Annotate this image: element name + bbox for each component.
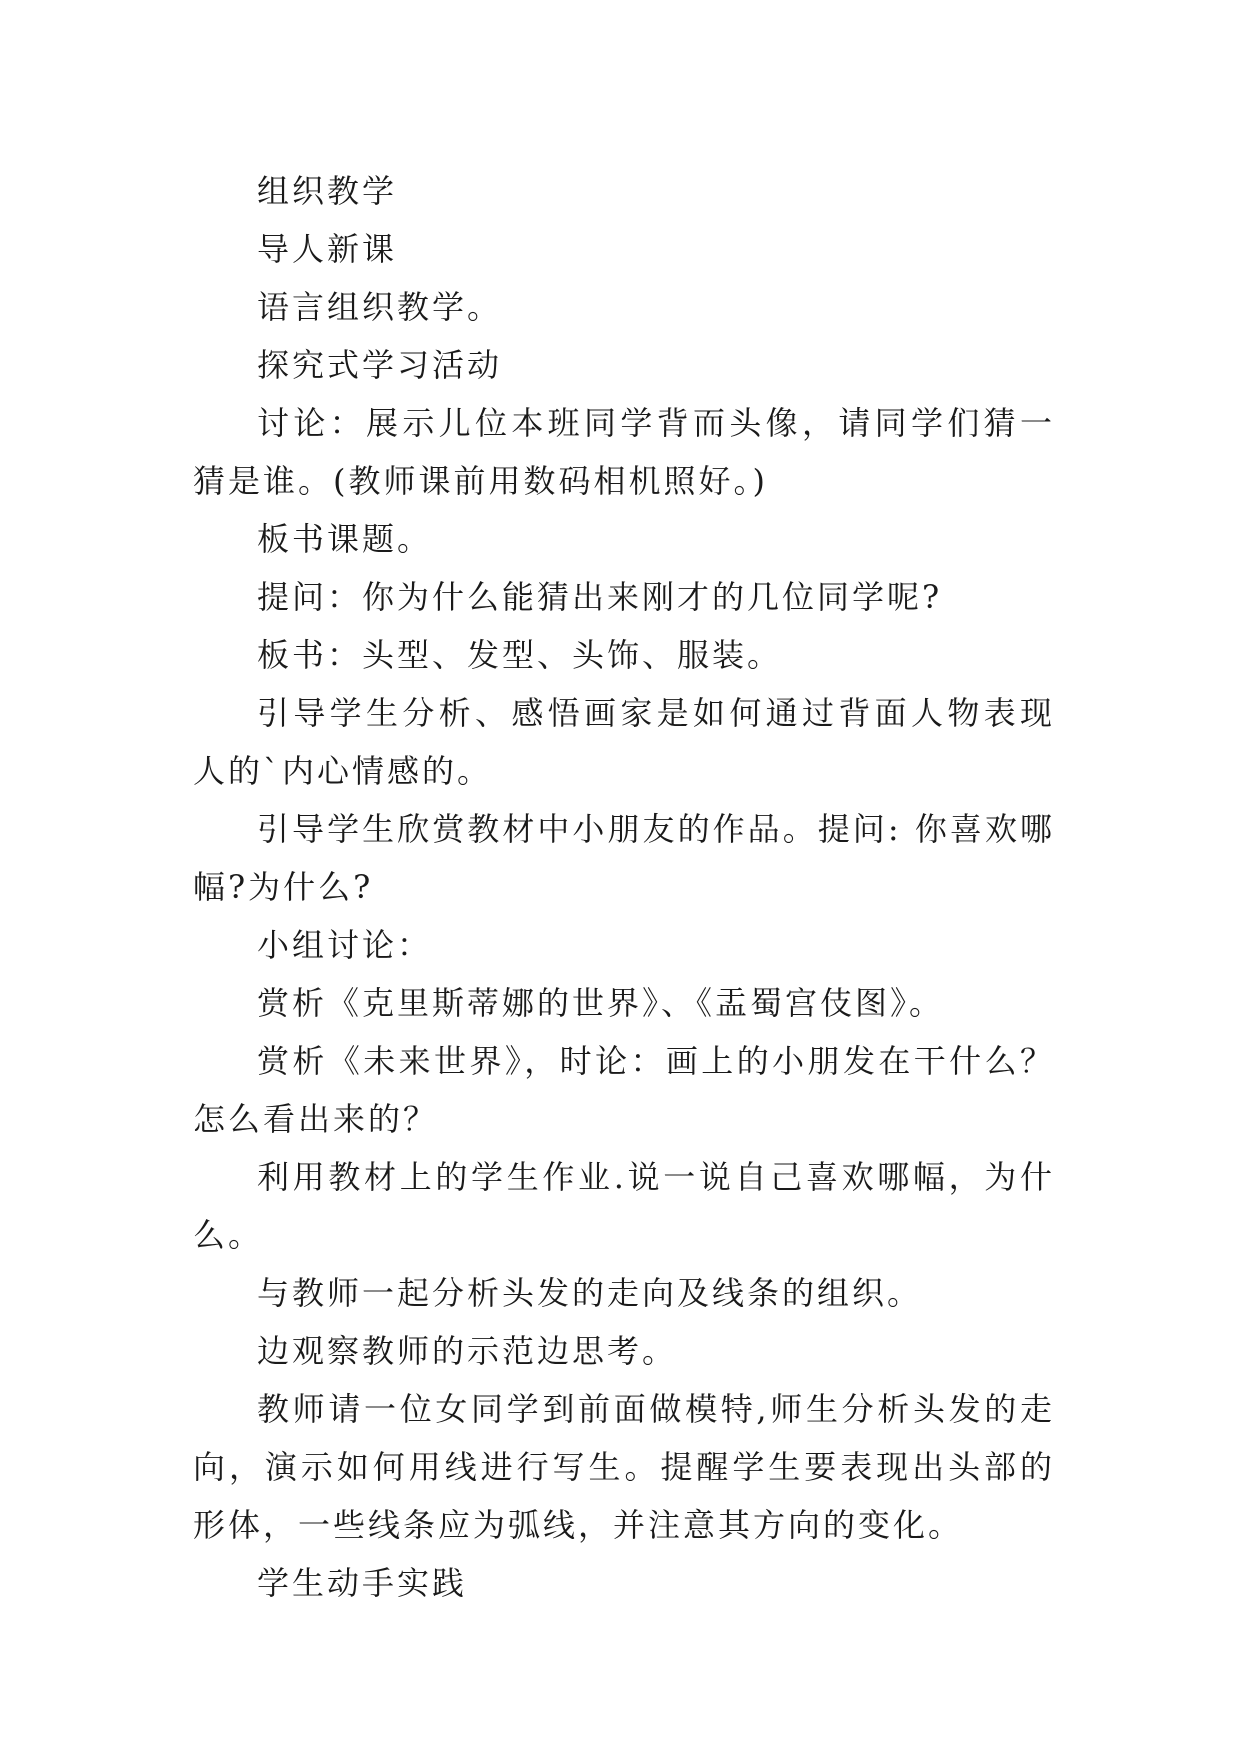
- paragraph-3: 语言组织教学。: [257, 288, 503, 326]
- document-body: [193, 162, 1055, 1612]
- paragraph-8: 板书：头型、发型、头饰、服装。: [257, 636, 783, 674]
- paragraph-16: 边观察教师的示范边思考。: [257, 1332, 678, 1370]
- paragraph-13: 赏析《未来世界》，时论：画上的小朋发在干什么？怎么看出来的？: [193, 1042, 1055, 1138]
- paragraph-6: 板书课题。: [257, 520, 433, 558]
- paragraph-2: 导人新课: [257, 230, 398, 268]
- paragraph-4: 探究式学习活动: [257, 346, 503, 384]
- paragraph-5: 讨论：展示儿位本班同学背而头像，请同学们猜一猜是谁。(教师课前用数码相机照好。): [193, 404, 1055, 500]
- paragraph-9: 引导学生分析、感悟画家是如何通过背面人物表现人的`内心情感的。: [193, 694, 1055, 790]
- paragraph-1: 组织教学: [257, 172, 398, 210]
- paragraph-12: 赏析《克里斯蒂娜的世界》、《盂蜀宫伎图》。: [257, 984, 945, 1022]
- paragraph-17: 教师请一位女同学到前面做模特,师生分析头发的走向，演示如何用线进行写生。提醒学生要表现出头部的形体，一些线条应为弧线，并注意其方向的变化。: [193, 1390, 1055, 1544]
- paragraph-18: 学生动手实践: [257, 1564, 468, 1602]
- paragraph-11: 小组讨论：: [257, 926, 433, 964]
- paragraph-15: 与教师一起分析头发的走向及线条的组织。: [257, 1274, 923, 1312]
- paragraph-10: 引导学生欣赏教材中小朋友的作品。提问: 你喜欢哪幅?为什么?: [193, 810, 1055, 906]
- paragraph-7: 提问：你为什么能猜出来刚才的几位同学呢?: [257, 578, 943, 616]
- paragraph-14: 利用教材上的学生作业.说一说自己喜欢哪幅，为什么。: [193, 1158, 1055, 1254]
